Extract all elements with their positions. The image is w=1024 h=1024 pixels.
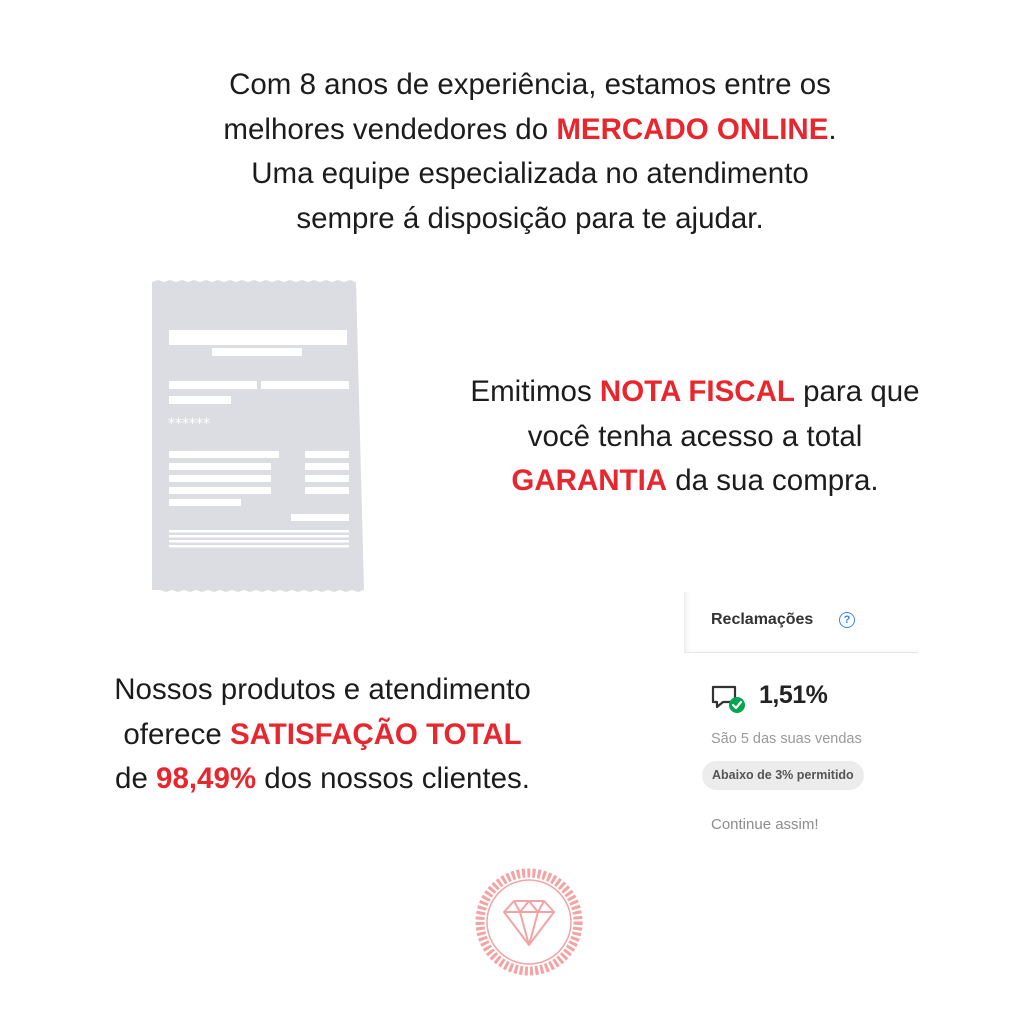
claims-subtitle: São 5 das suas vendas [711,731,862,747]
chat-check-icon [711,684,745,714]
help-icon[interactable]: ? [839,612,855,628]
continue-message: Continue assim! [711,816,819,833]
intro-paragraph [150,63,910,241]
intro-line-1: Com 8 anos de experiência, estamos entre os [229,68,831,101]
satisfaction-paragraph [60,668,585,802]
nota-line-1-start: Emitimos [470,375,600,408]
intro-line-2: melhores vendedores do [223,112,557,146]
satisfaction-rate-highlight: 98,49% [156,762,257,795]
claims-card [684,592,920,852]
claims-card-header [684,592,918,653]
receipt-icon [150,280,366,594]
intro-line-4: sempre á disposição para te ajudar. [296,201,764,235]
garantia-highlight: GARANTIA [511,464,668,497]
satisfacao-total-highlight: SATISFAÇÃO TOTAL [229,717,522,751]
claims-title: Reclamações [711,611,814,628]
diamond-logo-icon [474,867,584,977]
satisfaction-line-2-start: oferece [123,717,230,751]
intro-line-2-end: . [828,112,837,146]
satisfaction-line-3-end: dos nossos clientes. [256,762,530,795]
mercado-online-highlight: MERCADO ONLINE [556,112,829,146]
nota-line-3-end: da sua compra. [667,464,879,497]
nota-line-2: você tenha acesso a total [527,419,863,453]
receipt-stars: ****** [168,416,210,432]
satisfaction-line-3-start: de [115,762,157,795]
nota-fiscal-paragraph [430,370,960,504]
intro-line-3: Uma equipe especializada no atendimento [251,157,809,190]
nota-fiscal-highlight: NOTA FISCAL [599,375,795,408]
nota-line-1-end: para que [794,375,920,408]
satisfaction-line-1: Nossos produtos e atendimento [114,673,531,706]
claims-percentage: 1,51% [759,681,828,709]
limit-badge: Abaixo de 3% permitido [702,761,864,790]
